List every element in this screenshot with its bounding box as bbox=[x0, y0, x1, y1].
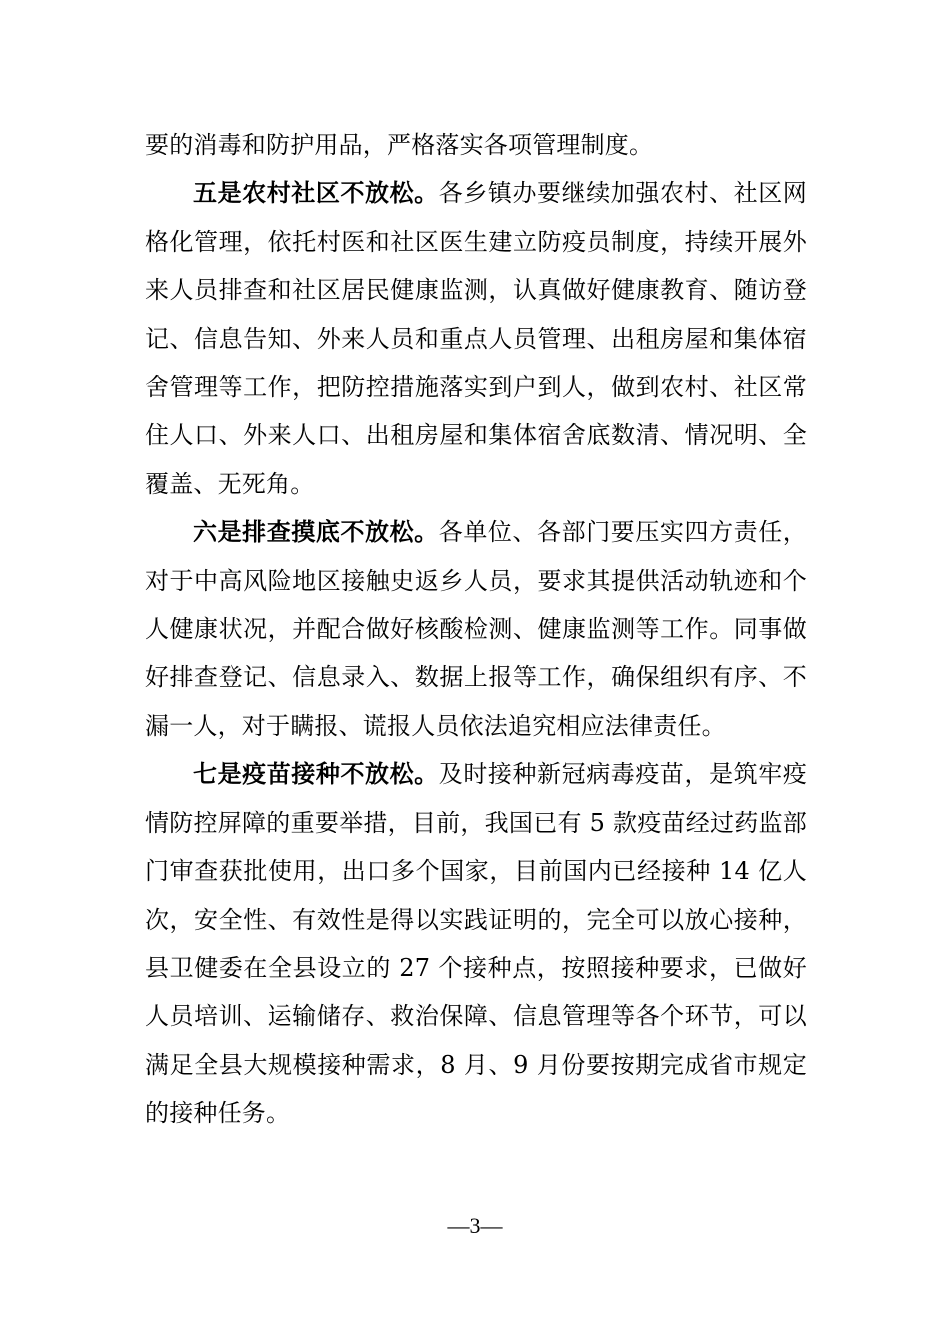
paragraph-lead: 五是农村社区不放松。 bbox=[193, 178, 439, 208]
paragraph-point-6 bbox=[145, 508, 807, 750]
paragraph-point-7 bbox=[145, 750, 807, 1137]
page-number: —3— bbox=[447, 1213, 503, 1238]
paragraph-lead: 七是疫苗接种不放松。 bbox=[193, 759, 439, 789]
paragraph-text: 要的消毒和防护用品，严格落实各项管理制度。 bbox=[145, 131, 654, 159]
document-body bbox=[145, 121, 807, 1138]
paragraph-text: 各乡镇办要继续加强农村、社区网格化管理，依托村医和社区医生建立防疫员制度，持续开展外来人员排查和社区居民健康监测，认真做好健康教育、随访登记、信息告知、外来人员和重点人员管理、出租房屋和集体宿舍管理等工作，把防控措施落实到户到人，做到农村、社区常住人口、外来人口、出租房屋和集体宿舍底数清、情况明、全覆盖、无死角。 bbox=[145, 179, 807, 498]
paragraph-text: 各单位、各部门要压实四方责任，对于中高风险地区接触史返乡人员，要求其提供活动轨迹和个人健康状况，并配合做好核酸检测、健康监测等工作。同事做好排查登记、信息录入、数据上报等工作，确保组织有序、不漏一人，对于瞒报、谎报人员依法追究相应法律责任。 bbox=[145, 518, 807, 740]
paragraph-lead: 六是排查摸底不放松。 bbox=[193, 517, 439, 547]
paragraph-point-5 bbox=[145, 169, 807, 508]
paragraph-continuation bbox=[145, 121, 807, 169]
paragraph-text: 及时接种新冠病毒疫苗，是筑牢疫情防控屏障的重要举措，目前，我国已有 5 款疫苗经过药监部门审查获批使用，出口多个国家，目前国内已经接种 14 亿人次，安全性、有效性是得以实践证明的，完全可以放心接种，县卫健委在全县设立的 27 个接种点，按照接种要求，已做好人员培训、运输储存、救治保障、信息管理等各个环节，可以满足全县大规模接种需求，8 月、9 月份要按期完成省市规定的接种任务。 bbox=[145, 760, 807, 1128]
